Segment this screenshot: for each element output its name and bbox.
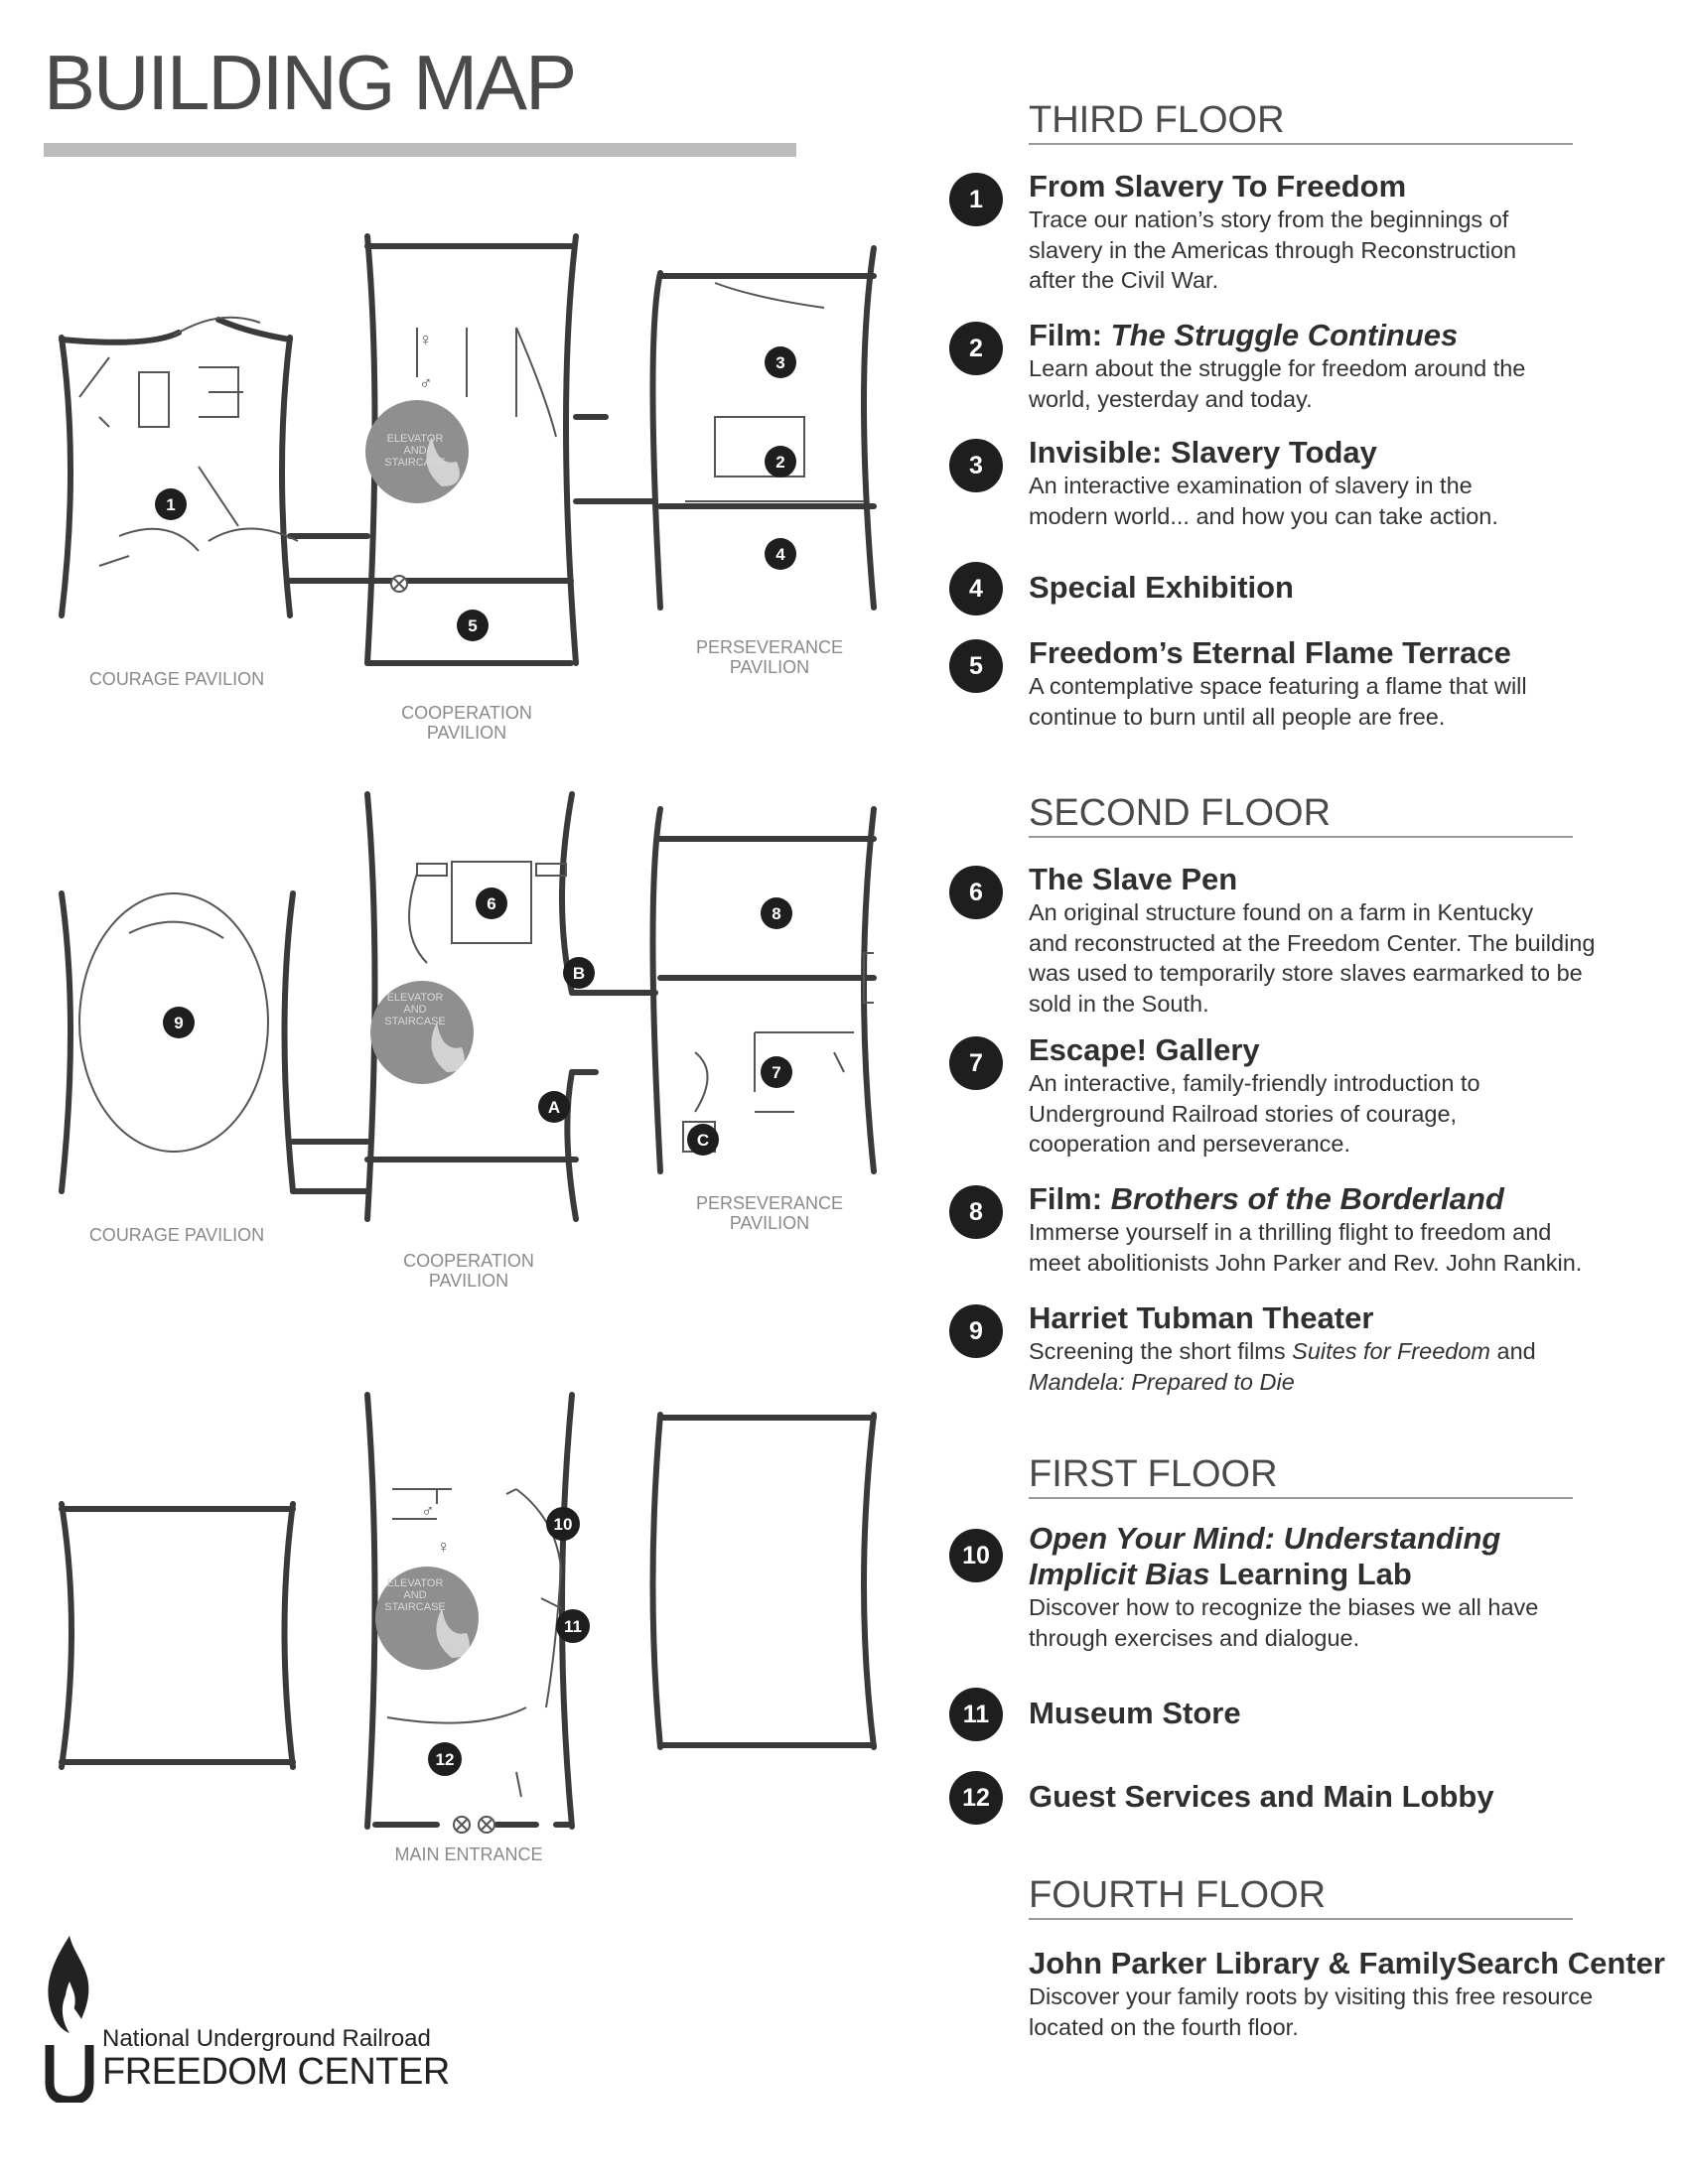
svg-text:6: 6 (487, 894, 496, 913)
svg-text:STAIRCASE: STAIRCASE (384, 1016, 446, 1027)
svg-text:B: B (572, 964, 586, 983)
logo-line2: FREEDOM CENTER (102, 2051, 450, 2093)
item-description: Learn about the struggle for freedom around the world, yesterday and today. (1029, 355, 1526, 412)
marker-A[interactable] (538, 1091, 570, 1123)
fourth-floor-heading: FOURTH FLOOR (1029, 1876, 1573, 1920)
restroom-women-icon: ♀ (437, 1537, 451, 1557)
item-description: An interactive, family-friendly introduction to Underground Railroad stories of courage, cooperation and perseverance. (1029, 1070, 1480, 1157)
item-number-badge: 10 (949, 1529, 1003, 1582)
freedom-center-logo (40, 1934, 99, 2103)
marker-5[interactable] (457, 610, 489, 641)
courage-pavilion-label: COURAGE PAVILION (88, 669, 265, 689)
item-title: Freedom’s Eternal Flame Terrace (1029, 635, 1511, 670)
item-title: Film: Brothers of the Borderland (1029, 1181, 1504, 1216)
perseverance-pavilion-label: PERSEVERANCE (695, 637, 844, 657)
item-description: Discover your family roots by visiting this free resource located on the fourth floor. (1029, 1983, 1594, 2040)
svg-text:9: 9 (174, 1014, 184, 1032)
item-title: Museum Store (1029, 1696, 1241, 1730)
third-floor-heading: THIRD FLOOR (1029, 101, 1573, 145)
item-description: Immerse yourself in a thrilling flight to freedom and meet abolitionists John Parker and Rev. John Rankin. (1029, 1219, 1583, 1276)
marker-9[interactable] (163, 1007, 195, 1038)
svg-text:ELEVATOR: ELEVATOR (386, 1577, 444, 1589)
marker-10[interactable] (546, 1507, 580, 1541)
item-title: John Parker Library & FamilySearch Center (1029, 1946, 1665, 1980)
marker-B[interactable] (563, 957, 595, 989)
marker-8[interactable] (761, 897, 792, 929)
svg-text:10: 10 (553, 1515, 573, 1534)
restroom-women-icon: ♀ (419, 330, 433, 349)
page-title: BUILDING MAP (44, 39, 576, 126)
svg-text:8: 8 (772, 904, 781, 923)
svg-text:C: C (696, 1131, 710, 1150)
svg-text:PAVILION: PAVILION (729, 1213, 810, 1233)
svg-text:3: 3 (775, 353, 785, 372)
item-title: Escape! Gallery (1029, 1032, 1260, 1067)
svg-text:PAVILION: PAVILION (428, 1271, 509, 1291)
logo-line1: National Underground Railroad (102, 2025, 431, 2052)
svg-text:2: 2 (775, 453, 785, 472)
item-title: The Slave Pen (1029, 862, 1238, 896)
item-title: Invisible: Slavery Today (1029, 435, 1377, 470)
marker-4[interactable] (765, 538, 796, 570)
marker-1[interactable] (155, 488, 187, 520)
item-number-badge: 4 (949, 562, 1003, 615)
item-number-badge: 7 (949, 1036, 1003, 1090)
item-description: An interactive examination of slavery in the modern world... and how you can take action. (1029, 473, 1498, 529)
marker-3[interactable] (765, 346, 796, 378)
svg-text:7: 7 (772, 1063, 781, 1082)
svg-text:PAVILION: PAVILION (426, 723, 507, 743)
item-title: From Slavery To Freedom (1029, 169, 1407, 204)
item-title: Film: The Struggle Continues (1029, 318, 1459, 352)
svg-text:4: 4 (775, 545, 785, 564)
item-title: Harriet Tubman Theater (1029, 1300, 1374, 1335)
svg-text:AND: AND (403, 1004, 427, 1016)
svg-text:11: 11 (564, 1617, 582, 1636)
svg-text:PERSEVERANCE: PERSEVERANCE (695, 1193, 844, 1213)
item-description: A contemplative space featuring a flame that will continue to burn until all people are free. (1029, 673, 1527, 730)
marker-6[interactable] (476, 887, 507, 919)
item-title-line2: Implicit Bias Learning Lab (1029, 1557, 1412, 1591)
item-number-badge: 3 (949, 439, 1003, 492)
svg-text:ELEVATOR: ELEVATOR (386, 992, 444, 1004)
marker-2[interactable] (765, 446, 796, 478)
marker-7[interactable] (761, 1056, 792, 1088)
first-floor-heading: FIRST FLOOR (1029, 1455, 1573, 1499)
second-floor-map (62, 794, 874, 1291)
item-number-badge: 1 (949, 173, 1003, 226)
second-floor-heading: SECOND FLOOR (1029, 794, 1573, 838)
third-floor-map (62, 236, 874, 743)
svg-text:PAVILION: PAVILION (729, 657, 810, 677)
cooperation-pavilion-label: COOPERATION (401, 703, 532, 723)
main-entrance-label: MAIN ENTRANCE (394, 1844, 543, 1864)
item-description: An original structure found on a farm in Kentucky and reconstructed at the Freedom Center. The building was used to temporarily store slaves earmarked to be sold in the South. (1029, 899, 1596, 1017)
svg-text:A: A (547, 1098, 561, 1117)
u-letter-mark (50, 2045, 89, 2101)
marker-11[interactable] (556, 1609, 590, 1643)
svg-text:COURAGE PAVILION: COURAGE PAVILION (88, 1225, 265, 1245)
item-title: Special Exhibition (1029, 570, 1294, 605)
item-description: Trace our nation’s story from the beginnings of slavery in the Americas through Reconstruction after the Civil War. (1029, 206, 1517, 293)
elevator-staircase-icon (365, 400, 469, 503)
elevator-staircase-icon (375, 1567, 479, 1670)
item-number-badge: 8 (949, 1185, 1003, 1239)
marker-C[interactable] (687, 1124, 719, 1156)
item-title: Open Your Mind: Understanding (1029, 1521, 1501, 1556)
item-number-badge: 11 (949, 1688, 1003, 1741)
item-description: Discover how to recognize the biases we all have through exercises and dialogue. (1029, 1594, 1539, 1651)
item-title: Guest Services and Main Lobby (1029, 1779, 1494, 1814)
item-number-badge: 5 (949, 639, 1003, 693)
elevator-staircase-icon (370, 981, 474, 1084)
elevator-label: ELEVATOR (386, 433, 444, 445)
item-number-badge: 12 (949, 1771, 1003, 1825)
first-floor-map (62, 1395, 874, 1864)
item-number-badge: 6 (949, 866, 1003, 919)
marker-12[interactable] (428, 1742, 462, 1776)
svg-text:1: 1 (166, 495, 176, 514)
svg-text:5: 5 (468, 616, 478, 635)
svg-text:COOPERATION: COOPERATION (403, 1251, 534, 1271)
svg-text:AND: AND (403, 445, 427, 457)
item-number-badge: 9 (949, 1304, 1003, 1358)
svg-text:12: 12 (435, 1750, 455, 1769)
restroom-men-icon: ♂ (421, 1501, 435, 1521)
svg-text:STAIRCASE: STAIRCASE (384, 457, 446, 469)
svg-text:STAIRCASE: STAIRCASE (384, 1601, 446, 1613)
item-description: Screening the short films Suites for Freedom and Mandela: Prepared to Die (1029, 1338, 1536, 1395)
restroom-men-icon: ♂ (419, 373, 433, 393)
item-number-badge: 2 (949, 322, 1003, 375)
svg-text:AND: AND (403, 1589, 427, 1601)
